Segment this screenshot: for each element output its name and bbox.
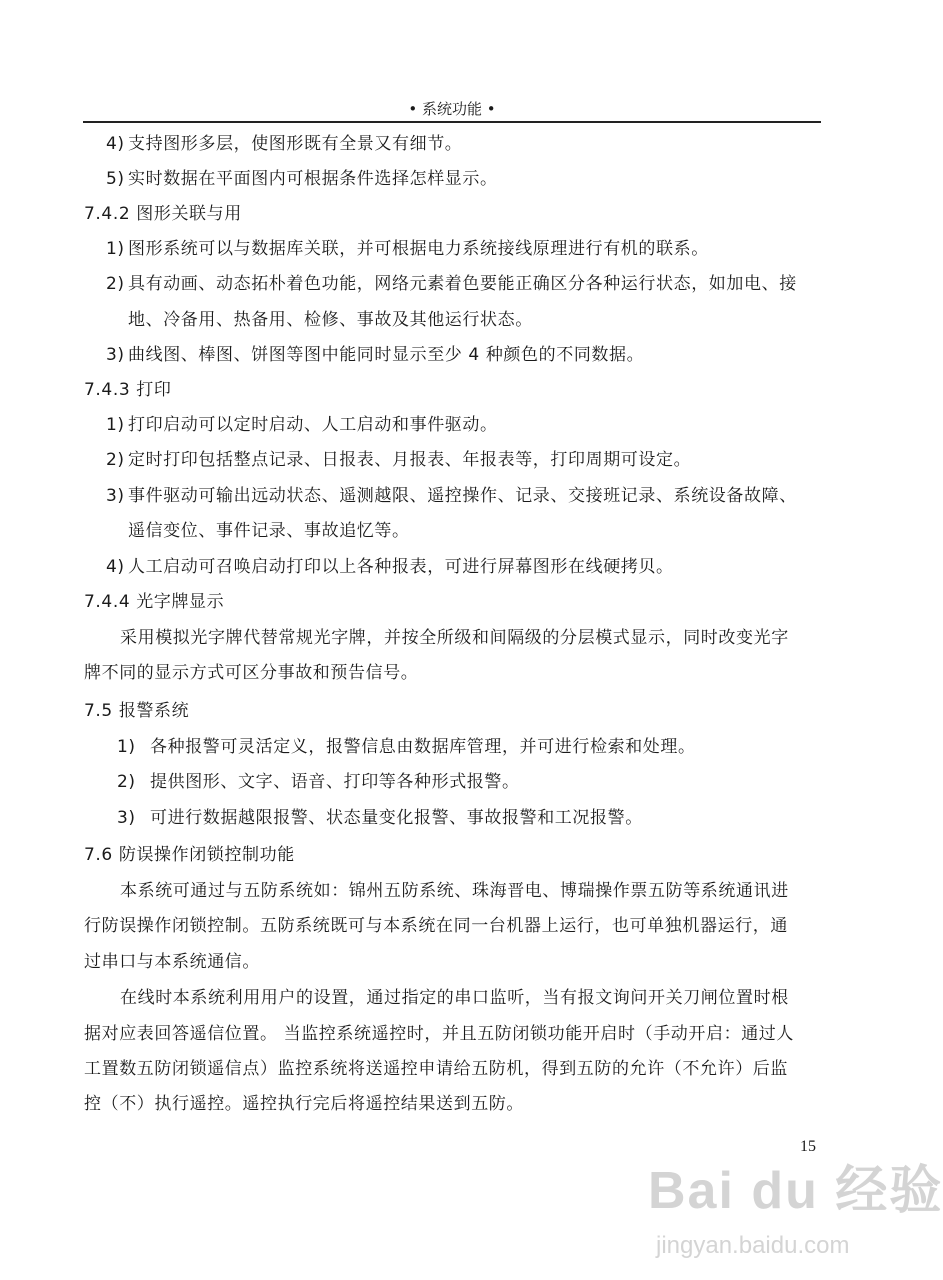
line-text: 图形系统可以与数据库关联，并可根据电力系统接线原理进行有机的联系。 (128, 239, 709, 259)
item-number: 1) (117, 737, 136, 757)
item-number: 1) (106, 239, 125, 259)
running-header: • 系统功能 • (408, 100, 496, 118)
text-line (84, 951, 260, 973)
header-rule (83, 121, 821, 123)
list-item (106, 168, 498, 190)
section-heading (84, 379, 171, 401)
line-text: 实时数据在平面图内可根据条件选择怎样显示。 (128, 169, 498, 189)
line-text: 控（不）执行遥控。遥控执行完后将遥控结果送到五防。 (84, 1094, 524, 1114)
line-text: 地、冷备用、热备用、检修、事故及其他运行状态。 (128, 310, 533, 330)
item-number: 4) (106, 134, 125, 154)
list-item (117, 807, 643, 829)
line-text: 7.4.3 打印 (84, 380, 172, 400)
line-text: 行防误操作闭锁控制。五防系统既可与本系统在同一台机器上运行，也可单独机器运行，通 (84, 916, 788, 936)
line-text: 在线时本系统利用用户的设置，通过指定的串口监听，当有报文询问开关刀闸位置时根 (120, 988, 789, 1008)
line-text: 7.6 防误操作闭锁控制功能 (84, 845, 295, 865)
item-number: 3) (106, 486, 125, 506)
item-number: 4) (106, 557, 125, 577)
section-heading (84, 203, 242, 225)
list-item (106, 133, 462, 155)
line-text: 7.5 报警系统 (84, 701, 190, 721)
text-line (84, 1023, 794, 1045)
line-text: 工置数五防闭锁遥信点）监控系统将送遥控申请给五防机，得到五防的允许（不允许）后监 (84, 1059, 788, 1079)
text-line (84, 662, 418, 684)
item-number: 1) (106, 415, 125, 435)
line-text: 定时打印包括整点记录、日报表、月报表、年报表等，打印周期可设定。 (128, 450, 692, 470)
list-item (117, 771, 520, 793)
text-line (120, 987, 789, 1009)
section-heading (84, 700, 189, 722)
line-text: 7.4.2 图形关联与用 (84, 204, 242, 224)
item-number: 2) (106, 274, 125, 294)
watermark-url: jingyan.baidu.com (656, 1232, 850, 1259)
line-text: 事件驱动可输出远动状态、遥测越限、遥控操作、记录、交接班记录、系统设备故障、 (128, 486, 797, 506)
line-text: 本系统可通过与五防系统如：锦州五防系统、珠海晋电、博瑞操作票五防等系统通讯进 (120, 881, 789, 901)
list-item (106, 273, 797, 295)
line-text: 各种报警可灵活定义，报警信息由数据库管理，并可进行检索和处理。 (150, 737, 696, 757)
line-text: 打印启动可以定时启动、人工启动和事件驱动。 (128, 415, 498, 435)
list-item (106, 449, 691, 471)
line-text: 7.4.4 光字牌显示 (84, 592, 225, 612)
line-text: 采用模拟光字牌代替常规光字牌，并按全所级和间隔级的分层模式显示，同时改变光字 (120, 628, 789, 648)
list-item (106, 556, 674, 578)
page-number: 15 (800, 1138, 816, 1155)
line-text: 据对应表回答遥信位置。 当监控系统遥控时，并且五防闭锁功能开启时（手动开启：通过人 (84, 1024, 795, 1044)
baidu-watermark-logo (640, 1162, 943, 1280)
text-line (128, 520, 410, 542)
item-number: 3) (117, 808, 136, 828)
line-text: 过串口与本系统通信。 (84, 952, 260, 972)
line-text: 曲线图、棒图、饼图等图中能同时显示至少 4 种颜色的不同数据。 (128, 345, 645, 365)
section-heading (84, 844, 295, 866)
line-text: 遥信变位、事件记录、事故追忆等。 (128, 521, 410, 541)
list-item (106, 238, 709, 260)
line-text: 人工启动可召唤启动打印以上各种报表，可进行屏幕图形在线硬拷贝。 (128, 557, 674, 577)
line-text: 支持图形多层，使图形既有全景又有细节。 (128, 134, 463, 154)
text-line (84, 915, 788, 937)
list-item (106, 414, 498, 436)
section-heading (84, 591, 224, 613)
list-item (106, 485, 797, 507)
item-number: 5) (106, 169, 125, 189)
text-line (120, 880, 789, 902)
line-text: 牌不同的显示方式可区分事故和预告信号。 (84, 663, 419, 683)
item-number: 3) (106, 345, 125, 365)
line-text: 可进行数据越限报警、状态量变化报警、事故报警和工况报警。 (150, 808, 643, 828)
text-line (128, 309, 533, 331)
item-number: 2) (117, 772, 136, 792)
list-item (117, 736, 696, 758)
line-text: 具有动画、动态拓朴着色功能，网络元素着色要能正确区分各种运行状态，如加电、接 (128, 274, 797, 294)
text-line (84, 1093, 524, 1115)
watermark-brand: Bai du 经验 (648, 1162, 943, 1220)
list-item (106, 344, 644, 366)
text-line (120, 627, 789, 649)
item-number: 2) (106, 450, 125, 470)
line-text: 提供图形、文字、语音、打印等各种形式报警。 (150, 772, 520, 792)
text-line (84, 1058, 788, 1080)
